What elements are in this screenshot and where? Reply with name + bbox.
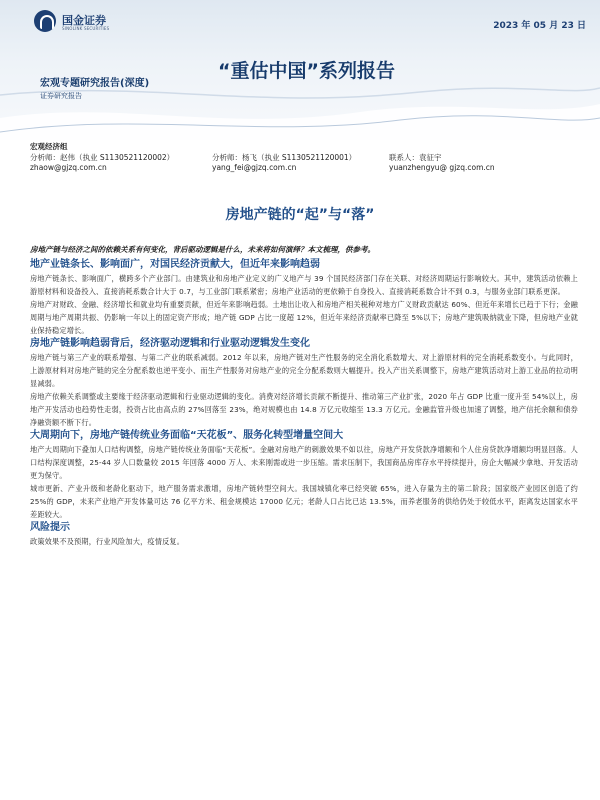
section-heading: 房地产链影响趋弱背后，经济驱动逻辑和行业驱动逻辑发生变化 (30, 338, 310, 349)
section-heading: 大周期向下，房地产链传统业务面临“天花板”、服务化转型增量空间大 (30, 430, 344, 441)
analyst-emails-row (30, 163, 590, 174)
section-heading: 地产业链条长、影响面广，对国民经济贡献大，但近年来影响趋弱 (30, 259, 320, 270)
analyst-email[interactable]: yang_fei@gjzq.com.cn (212, 163, 297, 172)
risk-paragraph: 政策效果不及预期，行业风险加大，疫情反复。 (30, 537, 185, 546)
analyst-name: 分析师：赵伟（执业 S1130521120002） (30, 153, 175, 162)
logo-text: 国金证券 (62, 14, 106, 27)
header-banner (0, 0, 600, 140)
analyst-name: 分析师：杨飞（执业 S1130521120001） (212, 153, 357, 162)
body-paragraph: 城市更新、产业升级和老龄化驱动下，地产服务需求激增，房地产链转型空间大。我国城镇化率已经突破 65%，进入存量为主的第二阶段；国家级产业园区创造了约 25%的 GDP，未来产业地产开发体量可达 76 亿平方米、租金规模达 17000 亿元；老龄人口占比已达 13.5%，而养老服务的供给仍处于较低水平，距离发达国家水平差距较大。 (30, 484, 578, 519)
risk-heading: 风险提示 (30, 522, 70, 533)
contact-email[interactable]: yuanzhengyu@ gjzq.com.cn (389, 163, 495, 172)
analyst-email[interactable]: zhaow@gjzq.com.cn (30, 163, 107, 172)
body-paragraph: 地产大周期向下叠加人口结构调整，房地产链传统业务面临“天花板”。金融对房地产的刺激效果不如以往，房地产开发贷款净增额和个人住房贷款净增额均明显回落。人口结构深度调整，25-44 岁人口数量较 2015 年回落 4000 万人、未来刚需或进一步压缩。需求压制下，我国商品房库存水平持续提升，房企大幅减少拿地、开发活动更为保守。 (30, 445, 578, 480)
report-type: 宏观专题研究报告(深度) (40, 78, 150, 89)
report-subtype: 证券研究报告 (40, 92, 82, 100)
report-body (30, 258, 578, 548)
logo-subtitle: SINOLINK SECURITIES (62, 26, 110, 31)
body-paragraph: 房地产依赖关系调整或主要缘于经济驱动逻辑和行业驱动逻辑的变化。消费对经济增长贡献不断提升、推动第三产业扩张，2020 年占 GDP 比重一度升至 54%以上，房地产开发活动也趋势性走弱，投资占比由高点的 27%回落至 23%，绝对规模也由 14.8 万亿元收缩至 13.3 万亿元。金融监管升级也加速了调整，地产信托余额和债券净融资额不断下行。 (30, 392, 578, 427)
report-title: 房地产链的“起”与“落” (225, 207, 375, 223)
contact-name: 联系人：袁征宇 (389, 153, 442, 162)
analyst-info (30, 141, 590, 174)
report-date: 2023 年 05 月 23 日 (493, 21, 586, 31)
body-paragraph: 房地产链条长、影响面广，横跨多个产业部门。由建筑业和房地产业定义的广义地产与 39 个国民经济部门存在关联、对经济周期运行影响较大。其中，建筑活动依赖上游原材料和设备投入、直接消耗系数合计大于 0.7，与工业部门联系紧密；房地产业活动的更依赖于自身投入、直接消耗系数合计不到 0.3，与服务业部门联系更深。 (30, 274, 578, 296)
series-title: “重估中国”系列报告 (218, 60, 395, 82)
body-paragraph: 房地产对财政、金融、经济增长和就业均有重要贡献，但近年来影响趋弱。土地出让收入和房地产相关税种对地方广义财政贡献达 60%、但近年来增长已趋于下行；金融周期与地产周期共振、仍影响一年以上的固定资产形成；地产链 GDP 占比一度超 12%，但近年来经济贡献率已降至 5%以下；房地产建筑吸纳就业下降，但房地产业就业保持稳定增长。 (30, 300, 578, 335)
analyst-names-row (30, 152, 590, 163)
logo-mark-icon (34, 10, 56, 32)
department-label: 宏观经济组 (30, 142, 68, 151)
body-paragraph: 房地产链与第三产业的联系增强、与第二产业的联系减弱。2012 年以来，房地产链对生产性服务的完全消化系数增大、对上游原材料的完全消耗系数变小。与此同时，上游原材料对房地产链的完全分配系数也逆平变小、而生产性服务对房地产业的完全分配系数则大幅提升。投入产出关系调整下，房地产建筑活动对上游工业品的拉动明显减弱。 (30, 353, 578, 388)
lead-summary: 房地产链与经济之间的依赖关系有何变化，背后驱动逻辑是什么，未来将如何演绎？本文梳理，供参考。 (30, 245, 375, 254)
